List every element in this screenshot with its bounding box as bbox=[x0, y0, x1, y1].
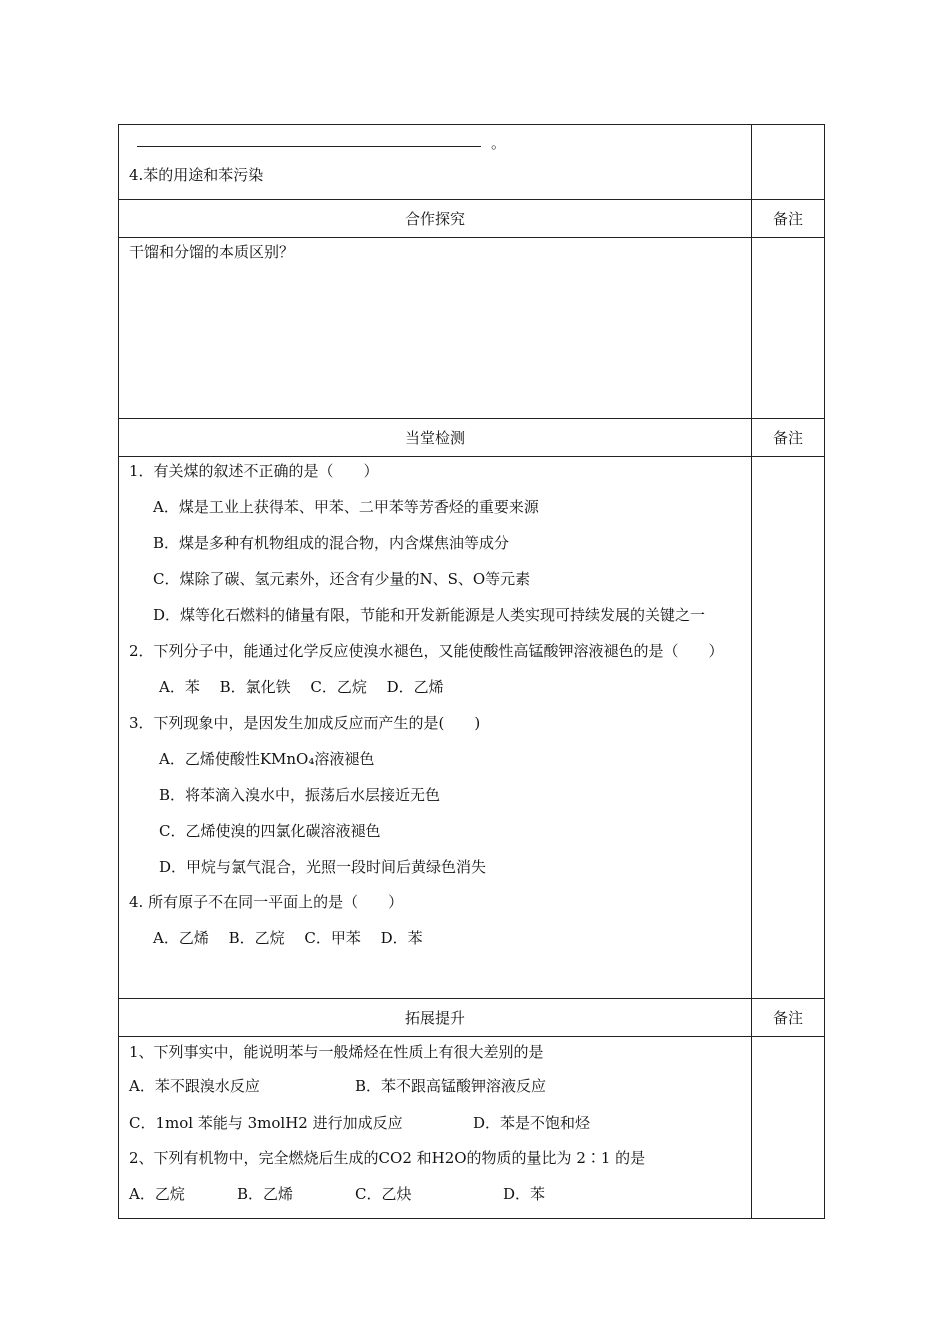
option-b: B．煤是多种有机物组成的混合物，内含煤焦油等成分 bbox=[153, 534, 510, 552]
option-c: C．煤除了碳、氢元素外，还含有少量的N、S、O等元素 bbox=[153, 570, 531, 588]
question-3: 3．下列现象中，是因发生加成反应而产生的是( ) bbox=[129, 714, 481, 732]
section-header-cooperate bbox=[119, 200, 825, 238]
worksheet-table bbox=[118, 124, 825, 1219]
option-a: A．煤是工业上获得苯、甲苯、二甲苯等芳香烃的重要来源 bbox=[153, 498, 539, 516]
note-header: 备注 bbox=[752, 419, 825, 457]
option-b: B．将苯滴入溴水中，振荡后水层接近无色 bbox=[159, 786, 441, 804]
check-body-row bbox=[119, 457, 825, 999]
option-d: D．甲烷与氯气混合，光照一段时间后黄绿色消失 bbox=[159, 858, 487, 876]
item-4-text: 4.苯的用途和苯污染 bbox=[129, 166, 264, 184]
section-title: 当堂检测 bbox=[119, 419, 752, 457]
note-cell bbox=[752, 125, 825, 200]
section-header-check bbox=[119, 419, 825, 457]
extend-body-row bbox=[119, 1037, 825, 1219]
cooperate-body-row bbox=[119, 238, 825, 419]
option-c: C．乙烯使溴的四氯化碳溶液褪色 bbox=[159, 822, 381, 840]
section-title: 拓展提升 bbox=[119, 999, 752, 1037]
worksheet bbox=[118, 124, 823, 1219]
question-1: 1、下列事实中，能说明苯与一般烯烃在性质上有很大差别的是 bbox=[129, 1043, 544, 1061]
note-header: 备注 bbox=[752, 999, 825, 1037]
option-a: A．苯不跟溴水反应 bbox=[129, 1077, 260, 1095]
question-4: 4. 所有原子不在同一平面上的是（ ） bbox=[129, 893, 404, 911]
question-4-options: A．乙烯 B．乙烷 C．甲苯 D．苯 bbox=[153, 929, 423, 947]
note-cell bbox=[752, 1037, 825, 1219]
option-c: C．乙炔 bbox=[355, 1185, 412, 1203]
question-2-options: A．苯 B．氯化铁 C．乙烷 D．乙烯 bbox=[159, 678, 444, 696]
note-cell bbox=[752, 457, 825, 999]
option-d: D．苯是不饱和烃 bbox=[473, 1114, 591, 1132]
section-title: 合作探究 bbox=[119, 200, 752, 238]
option-d: D．苯 bbox=[503, 1185, 546, 1203]
note-cell bbox=[752, 238, 825, 419]
question-2: 2、下列有机物中，完全燃烧后生成的CO2 和H2O的物质的量比为 2∶1 的是 bbox=[129, 1149, 646, 1167]
question-1: 1．有关煤的叙述不正确的是（ ） bbox=[129, 462, 379, 480]
option-b: B．乙烯 bbox=[237, 1185, 294, 1203]
option-d: D．煤等化石燃料的储量有限，节能和开发新能源是人类实现可持续发展的关键之一 bbox=[153, 606, 706, 624]
option-c: C．1mol 苯能与 3molH2 进行加成反应 bbox=[129, 1114, 403, 1132]
section-header-extend bbox=[119, 999, 825, 1037]
cooperate-question: 干馏和分馏的本质区别？ bbox=[129, 243, 295, 261]
question-2: 2．下列分子中，能通过化学反应使溴水褪色，又能使酸性高锰酸钾溶液褪色的是（ ） bbox=[129, 642, 724, 660]
option-a: A．乙烷 bbox=[129, 1185, 185, 1203]
option-a: A．乙烯使酸性KMnO₄溶液褪色 bbox=[159, 750, 375, 768]
period-mark: 。 bbox=[491, 134, 507, 152]
answer-blank-line bbox=[137, 146, 481, 147]
continuation-row bbox=[119, 125, 825, 200]
option-b: B．苯不跟高锰酸钾溶液反应 bbox=[355, 1077, 547, 1095]
note-header: 备注 bbox=[752, 200, 825, 238]
